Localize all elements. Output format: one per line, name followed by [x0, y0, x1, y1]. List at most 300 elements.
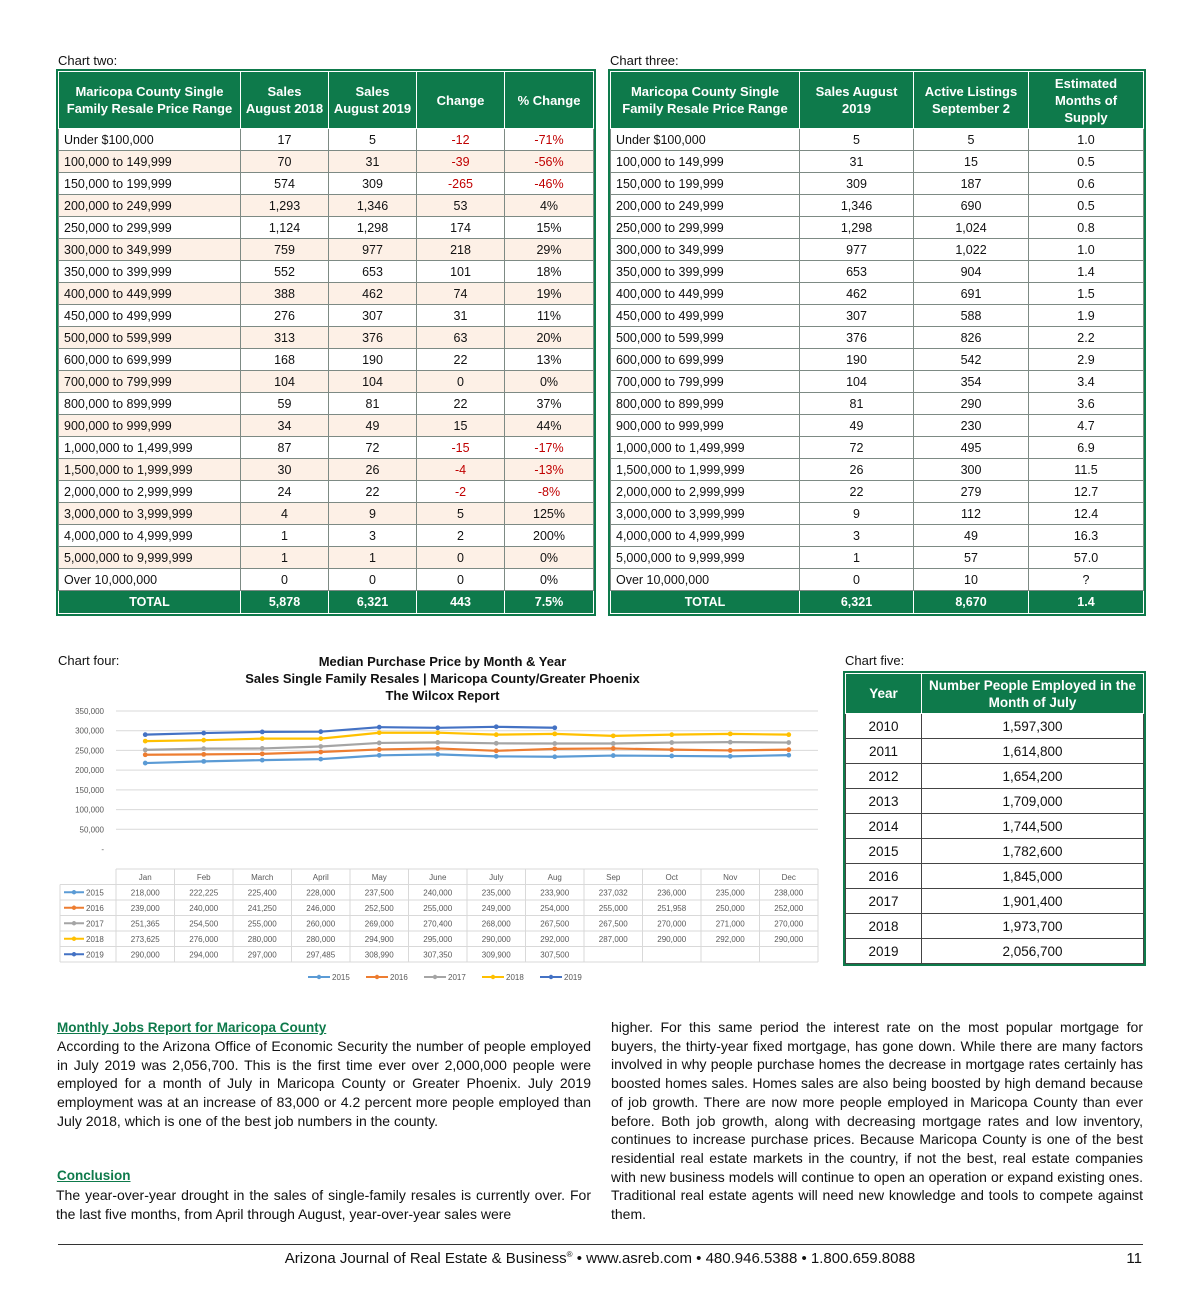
table-cell: 2011	[846, 739, 922, 764]
table-cell: 200%	[505, 525, 594, 547]
chart-two-header-0: Maricopa County Single Family Resale Price Range	[59, 72, 241, 129]
table-cell: 150,000 to 199,999	[611, 173, 800, 195]
table-cell: 977	[800, 239, 914, 261]
data-point	[669, 732, 674, 737]
table-cell: 0	[417, 371, 505, 393]
table-row	[611, 349, 1144, 371]
total-cell: TOTAL	[611, 591, 800, 614]
table-cell: 300	[914, 459, 1029, 481]
table-cell: 1,500,000 to 1,999,999	[59, 459, 241, 481]
table-cell: 12.4	[1029, 503, 1144, 525]
table-cell: 5	[914, 129, 1029, 151]
legend-marker	[549, 975, 553, 979]
table-row	[846, 739, 1144, 764]
data-point	[143, 739, 148, 744]
table-cell: -71%	[505, 129, 594, 151]
data-point	[611, 753, 616, 758]
data-point	[435, 740, 440, 745]
data-point	[143, 752, 148, 757]
chart-five-header-0: Year	[846, 674, 922, 714]
data-label: 297,000	[247, 950, 277, 960]
chart-five-header-1: Number People Employed in the Month of July	[922, 674, 1144, 714]
table-cell: 49	[329, 415, 417, 437]
table-cell: 350,000 to 399,999	[59, 261, 241, 283]
data-point	[669, 754, 674, 759]
data-label: 236,000	[657, 888, 687, 898]
data-label: 240,000	[189, 904, 219, 913]
table-cell: 5,000,000 to 9,999,999	[59, 547, 241, 569]
table-row	[59, 415, 594, 437]
data-label: 255,000	[423, 904, 453, 913]
table-cell: 388	[241, 283, 329, 305]
data-point	[728, 754, 733, 759]
chart-four-caption: Chart four:	[58, 653, 120, 668]
x-category-label: Oct	[665, 873, 678, 882]
table-cell: 81	[800, 393, 914, 415]
table-row	[611, 437, 1144, 459]
chart-three-table	[610, 71, 1144, 614]
table-cell: 1.5	[1029, 283, 1144, 305]
table-cell: 4,000,000 to 4,999,999	[611, 525, 800, 547]
table-cell: 1,845,000	[922, 864, 1144, 889]
table-row	[59, 283, 594, 305]
table-cell: 200,000 to 249,999	[59, 195, 241, 217]
table-cell: 187	[914, 173, 1029, 195]
data-label: 252,500	[364, 904, 394, 913]
chart-two-header-1: Sales August 2018	[241, 72, 329, 129]
table-row	[611, 503, 1144, 525]
x-category-label: June	[429, 873, 447, 882]
table-cell: 0%	[505, 569, 594, 591]
data-label: 308,990	[364, 950, 394, 960]
series-line-2015	[145, 754, 789, 763]
table-cell: 900,000 to 999,999	[611, 415, 800, 437]
x-category-label: July	[489, 873, 504, 882]
data-label: 254,500	[189, 919, 219, 929]
data-point	[318, 736, 323, 741]
table-cell: 3.4	[1029, 371, 1144, 393]
y-tick-label: -	[101, 845, 104, 854]
table-row	[611, 371, 1144, 393]
table-cell: 2018	[846, 914, 922, 939]
table-cell: 190	[800, 349, 914, 371]
table-cell: 22	[417, 393, 505, 415]
table-cell: 19%	[505, 283, 594, 305]
table-row	[59, 437, 594, 459]
data-point	[318, 744, 323, 749]
table-cell: 1,346	[800, 195, 914, 217]
table-row	[59, 129, 594, 151]
table-cell: 74	[417, 283, 505, 305]
table-cell: 15	[417, 415, 505, 437]
data-label: 276,000	[189, 935, 219, 944]
data-point	[260, 746, 265, 751]
table-cell: 309	[329, 173, 417, 195]
table-cell: 4.7	[1029, 415, 1144, 437]
table-cell: 309	[800, 173, 914, 195]
table-cell: 0	[800, 569, 914, 591]
table-cell: 2,000,000 to 2,999,999	[59, 481, 241, 503]
table-cell: 4%	[505, 195, 594, 217]
table-cell: 1,022	[914, 239, 1029, 261]
table-cell: 16.3	[1029, 525, 1144, 547]
table-cell: 1,614,800	[922, 739, 1144, 764]
table-cell: -39	[417, 151, 505, 173]
table-cell: -2	[417, 481, 505, 503]
table-row	[611, 393, 1144, 415]
table-cell: 30	[241, 459, 329, 481]
data-point	[260, 736, 265, 741]
table-legend-marker	[72, 937, 76, 941]
data-label: 270,000	[774, 919, 804, 929]
data-label: 273,625	[130, 935, 160, 944]
data-label: 235,000	[715, 888, 745, 898]
data-point	[669, 747, 674, 752]
footer-rule	[58, 1244, 1143, 1245]
data-label: 238,000	[774, 888, 804, 898]
table-series-name: 2017	[86, 919, 104, 929]
right-column-paragraph: higher. For this same period the interest rate on the most popular mortgage for buyers, the thirty-year fixed mortgage, has gone down. While there are many factors involved in why people purchase homes the decrease in mortgage rates certainly has boosted homes sales. Homes sales are also being boosted by high demand because of job growth. There are now more people employed in Maricopa County than ever before. Both job growth, along with decreasing mortgage rates and low inventory, continues to increase purchase prices. Because Maricopa County is one of the best residential real estate markets in the country, if not the best, real estate companies with new business models will continue to open an operation or expand existing ones. Traditional real estate agents will need new knowledge and tools to compete against them.	[611, 1019, 1143, 1223]
data-label: 307,350	[423, 950, 453, 960]
chart-three-caption: Chart three:	[610, 53, 679, 68]
data-label: 269,000	[364, 919, 394, 929]
chart-five-caption: Chart five:	[845, 653, 905, 668]
data-label: 295,000	[423, 935, 453, 944]
table-cell: 0%	[505, 547, 594, 569]
y-tick-label: 100,000	[75, 805, 104, 815]
data-label: 222,225	[189, 888, 219, 898]
table-cell: 22	[329, 481, 417, 503]
table-cell: 230	[914, 415, 1029, 437]
table-row	[611, 283, 1144, 305]
legend-label: 2015	[332, 973, 350, 982]
table-cell: Over 10,000,000	[611, 569, 800, 591]
table-cell: 1	[329, 547, 417, 569]
data-point	[435, 730, 440, 735]
table-row	[611, 415, 1144, 437]
table-row	[59, 151, 594, 173]
data-label: 271,000	[715, 919, 745, 929]
table-cell: 691	[914, 283, 1029, 305]
table-row	[59, 349, 594, 371]
y-tick-label: 250,000	[75, 746, 104, 756]
table-cell: 1,744,500	[922, 814, 1144, 839]
table-cell: -8%	[505, 481, 594, 503]
table-cell: 63	[417, 327, 505, 349]
table-cell: 1.0	[1029, 239, 1144, 261]
data-point	[552, 746, 557, 751]
table-row	[611, 151, 1144, 173]
table-cell: 1,024	[914, 217, 1029, 239]
table-legend-marker	[72, 921, 76, 925]
data-point	[494, 724, 499, 729]
table-cell: 5,000,000 to 9,999,999	[611, 547, 800, 569]
table-cell: 150,000 to 199,999	[59, 173, 241, 195]
table-cell: 826	[914, 327, 1029, 349]
table-cell: 354	[914, 371, 1029, 393]
chart-four-title-3: The Wilcox Report	[385, 688, 500, 703]
y-tick-label: 150,000	[75, 785, 104, 795]
total-cell: 1.4	[1029, 591, 1144, 614]
table-row	[59, 217, 594, 239]
table-row	[59, 503, 594, 525]
data-point	[435, 752, 440, 757]
table-row	[59, 327, 594, 349]
table-cell: 6.9	[1029, 437, 1144, 459]
table-cell: 53	[417, 195, 505, 217]
table-cell: 26	[329, 459, 417, 481]
data-point	[728, 740, 733, 745]
series-line-2018	[145, 733, 789, 741]
table-cell: 2017	[846, 889, 922, 914]
table-cell: ?	[1029, 569, 1144, 591]
data-point	[260, 729, 265, 734]
chart-five-body	[846, 714, 1144, 964]
table-cell: 552	[241, 261, 329, 283]
footer-publication: Arizona Journal of Real Estate & Business	[284, 1250, 567, 1267]
legend-marker	[317, 975, 321, 979]
table-cell: 26	[800, 459, 914, 481]
table-row	[59, 195, 594, 217]
data-point	[494, 754, 499, 759]
data-label: 292,000	[540, 935, 570, 944]
table-cell: 350,000 to 399,999	[611, 261, 800, 283]
chart-two-caption: Chart two:	[58, 53, 118, 68]
chart-two-header-3: Change	[417, 72, 505, 129]
table-cell: 2,000,000 to 2,999,999	[611, 481, 800, 503]
table-cell: 34	[241, 415, 329, 437]
table-cell: 1.4	[1029, 261, 1144, 283]
chart-two-body	[59, 129, 594, 614]
table-cell: 700,000 to 799,999	[611, 371, 800, 393]
table-cell: 2,056,700	[922, 939, 1144, 964]
data-point	[494, 748, 499, 753]
jobs-report-paragraph: According to the Arizona Office of Economic Security the number of people employed in July 2019 was 2,056,700. This is the first time ever over 2,000,000 people were employed for a month of July in Maricopa County or Greater Phoenix. July 2019 employment was at an increase of 83,000 or 4.2 percent more people employed than July 2018, which is one of the best job numbers in the county.	[57, 1038, 591, 1129]
table-cell: 11.5	[1029, 459, 1144, 481]
table-cell: 104	[241, 371, 329, 393]
data-label: 260,000	[306, 919, 336, 929]
data-label: 290,000	[481, 935, 511, 944]
chart-two-header-4: % Change	[505, 72, 594, 129]
data-label: 292,000	[715, 935, 745, 944]
legend-marker	[375, 975, 379, 979]
table-cell: 800,000 to 899,999	[59, 393, 241, 415]
table-cell: 49	[914, 525, 1029, 547]
table-cell: 2019	[846, 939, 922, 964]
table-cell: 250,000 to 299,999	[611, 217, 800, 239]
x-category-label: Dec	[781, 873, 796, 882]
footer-contact: • www.asreb.com • 480.946.5388 • 1.800.659.8088	[572, 1250, 916, 1267]
table-cell: 1,000,000 to 1,499,999	[59, 437, 241, 459]
data-label: 249,000	[481, 904, 511, 913]
data-label: 309,900	[481, 950, 511, 960]
data-point	[201, 752, 206, 757]
table-row	[846, 789, 1144, 814]
data-label: 267,500	[598, 919, 628, 929]
table-cell: 1,500,000 to 1,999,999	[611, 459, 800, 481]
table-cell: -56%	[505, 151, 594, 173]
table-cell: 49	[800, 415, 914, 437]
data-point	[552, 731, 557, 736]
table-row	[846, 939, 1144, 964]
data-point	[260, 758, 265, 763]
table-cell: 1,973,700	[922, 914, 1144, 939]
table-cell: 1,654,200	[922, 764, 1144, 789]
data-point	[377, 741, 382, 746]
data-label: 307,500	[540, 950, 570, 960]
data-label: 290,000	[774, 935, 804, 944]
table-cell: 2	[417, 525, 505, 547]
table-cell: Under $100,000	[59, 129, 241, 151]
table-cell: Under $100,000	[611, 129, 800, 151]
data-label: 290,000	[657, 935, 687, 944]
data-label: 297,485	[306, 950, 336, 960]
chart-five-header-row	[846, 674, 1144, 714]
chart-three-header-row	[611, 72, 1144, 129]
data-label: 235,000	[481, 888, 511, 898]
table-cell: 100,000 to 149,999	[611, 151, 800, 173]
table-cell: 2013	[846, 789, 922, 814]
table-cell: 307	[329, 305, 417, 327]
table-cell: -265	[417, 173, 505, 195]
table-cell: 72	[800, 437, 914, 459]
chart-three-header-2: Active Listings September 2	[914, 72, 1029, 129]
total-cell: TOTAL	[59, 591, 241, 614]
table-cell: 18%	[505, 261, 594, 283]
table-row	[59, 547, 594, 569]
table-legend-marker	[72, 890, 76, 894]
table-row	[611, 327, 1144, 349]
chart-three-header-3: Estimated Months of Supply	[1029, 72, 1144, 129]
legend-label: 2016	[390, 973, 408, 982]
table-cell: 57	[914, 547, 1029, 569]
legend-label: 2019	[564, 973, 582, 982]
median-price-line-chart	[58, 700, 820, 990]
table-row	[59, 173, 594, 195]
data-label: 270,000	[657, 919, 687, 929]
data-label: 287,000	[598, 935, 628, 944]
table-row	[59, 569, 594, 591]
data-point	[201, 746, 206, 751]
table-row	[59, 239, 594, 261]
data-label: 280,000	[247, 935, 277, 944]
table-cell: -15	[417, 437, 505, 459]
data-point	[435, 725, 440, 730]
y-tick-label: 50,000	[79, 825, 104, 835]
x-category-label: Jan	[138, 873, 152, 882]
table-row	[611, 129, 1144, 151]
table-legend-marker	[72, 906, 76, 910]
data-point	[318, 750, 323, 755]
table-cell: 3	[329, 525, 417, 547]
data-label: 246,000	[306, 904, 336, 913]
table-cell: 1,293	[241, 195, 329, 217]
table-cell: 300,000 to 349,999	[59, 239, 241, 261]
table-cell: Over 10,000,000	[59, 569, 241, 591]
conclusion-paragraph: The year-over-year drought in the sales of single-family resales is currently over. For the last five months, from April through August, year-over-year sales were	[56, 1187, 591, 1222]
table-cell: 1,000,000 to 1,499,999	[611, 437, 800, 459]
table-row	[611, 569, 1144, 591]
table-row	[59, 261, 594, 283]
data-label: 228,000	[306, 888, 336, 898]
table-series-name: 2018	[86, 935, 104, 944]
data-point	[786, 753, 791, 758]
table-row	[59, 481, 594, 503]
table-cell: 276	[241, 305, 329, 327]
table-cell: 0%	[505, 371, 594, 393]
table-cell: 1.9	[1029, 305, 1144, 327]
footer-text	[0, 1250, 1200, 1267]
table-cell: 1.0	[1029, 129, 1144, 151]
data-point	[611, 733, 616, 738]
table-cell: 600,000 to 699,999	[611, 349, 800, 371]
y-tick-label: 350,000	[75, 707, 104, 716]
total-cell: 6,321	[329, 591, 417, 614]
table-cell: 462	[329, 283, 417, 305]
table-cell: 2.2	[1029, 327, 1144, 349]
table-cell: 2010	[846, 714, 922, 739]
table-row	[611, 239, 1144, 261]
table-cell: 104	[329, 371, 417, 393]
chart-three-body	[611, 129, 1144, 614]
table-cell: 200,000 to 249,999	[611, 195, 800, 217]
table-cell: 450,000 to 499,999	[611, 305, 800, 327]
table-cell: 4,000,000 to 4,999,999	[59, 525, 241, 547]
table-cell: 29%	[505, 239, 594, 261]
total-cell: 443	[417, 591, 505, 614]
table-cell: 125%	[505, 503, 594, 525]
table-series-name: 2019	[86, 950, 104, 960]
data-label: 225,400	[247, 888, 277, 898]
table-cell: 542	[914, 349, 1029, 371]
chart-three-header-1: Sales August 2019	[800, 72, 914, 129]
table-cell: 313	[241, 327, 329, 349]
table-cell: 31	[417, 305, 505, 327]
table-cell: 57.0	[1029, 547, 1144, 569]
table-cell: 0.5	[1029, 151, 1144, 173]
table-cell: 574	[241, 173, 329, 195]
table-row	[611, 261, 1144, 283]
data-point	[143, 747, 148, 752]
table-cell: 17	[241, 129, 329, 151]
table-cell: 0	[329, 569, 417, 591]
conclusion-heading: Conclusion	[57, 1168, 131, 1183]
data-label: 294,000	[189, 950, 219, 960]
data-label: 237,032	[598, 888, 628, 898]
table-cell: 31	[800, 151, 914, 173]
table-cell: 290	[914, 393, 1029, 415]
total-row	[611, 591, 1144, 614]
x-category-label: May	[371, 873, 387, 882]
table-cell: 3,000,000 to 3,999,999	[59, 503, 241, 525]
table-row	[611, 195, 1144, 217]
data-point	[786, 732, 791, 737]
data-label: 280,000	[306, 935, 336, 944]
data-point	[494, 732, 499, 737]
x-category-label: Nov	[723, 873, 738, 882]
data-label: 255,000	[598, 904, 628, 913]
table-cell: -46%	[505, 173, 594, 195]
data-point	[728, 731, 733, 736]
total-cell: 6,321	[800, 591, 914, 614]
table-cell: 759	[241, 239, 329, 261]
table-cell: 500,000 to 599,999	[611, 327, 800, 349]
table-cell: 190	[329, 349, 417, 371]
data-label: 294,900	[364, 935, 394, 944]
chart-two-header-2: Sales August 2019	[329, 72, 417, 129]
table-cell: 1,901,400	[922, 889, 1144, 914]
table-cell: 0.6	[1029, 173, 1144, 195]
